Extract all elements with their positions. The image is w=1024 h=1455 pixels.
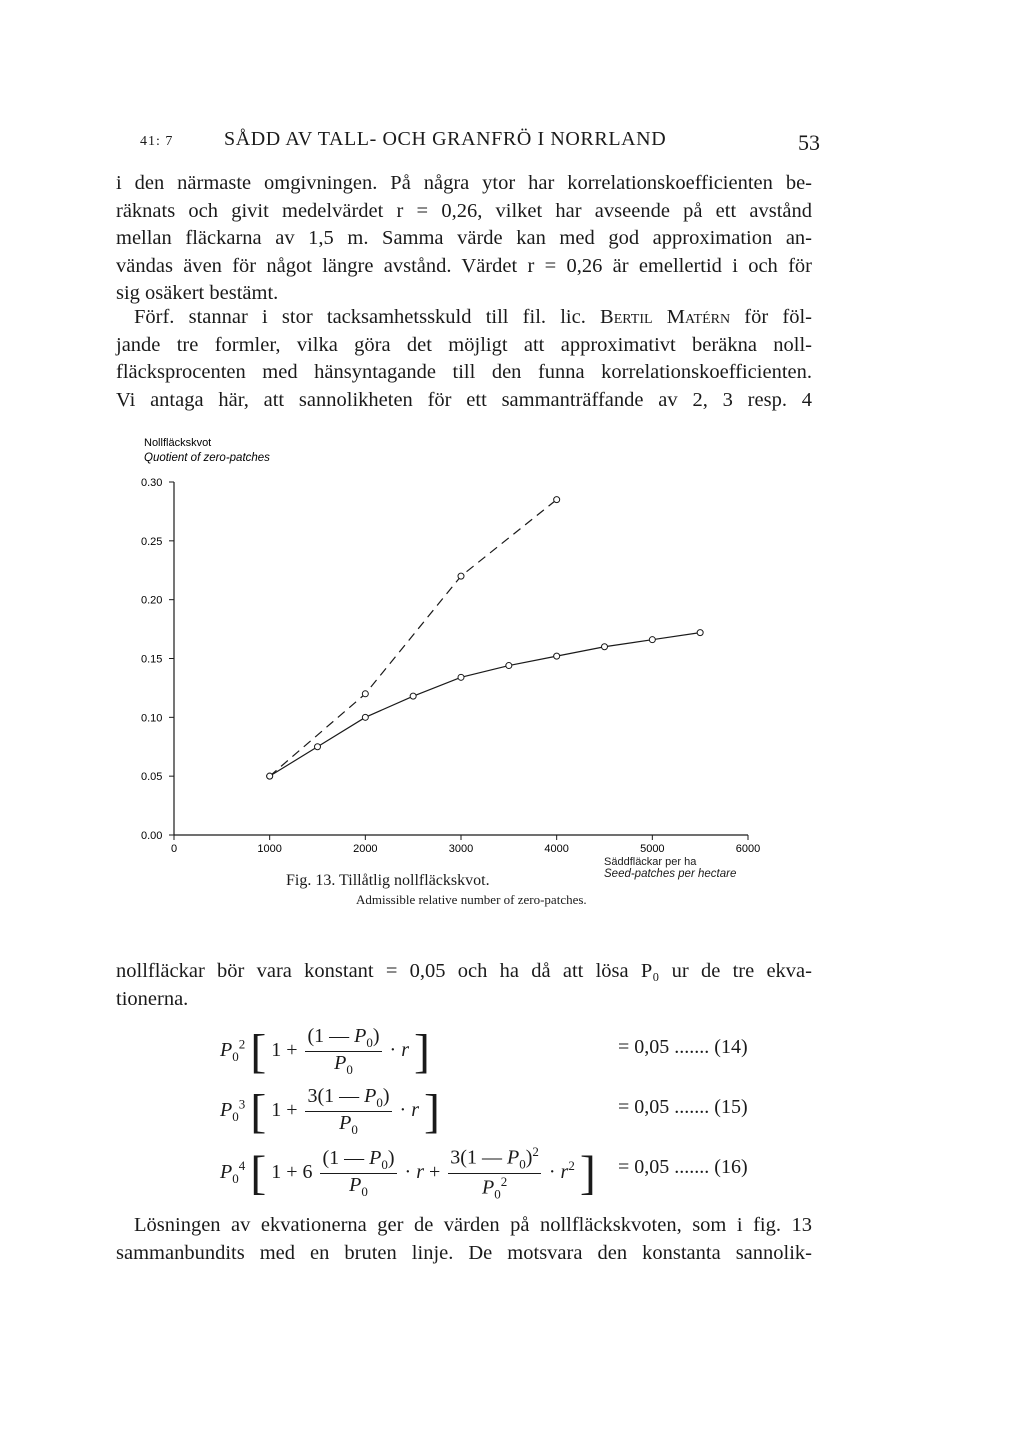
- solid-series-point: [554, 653, 560, 659]
- y-tick-label: 0.05: [141, 771, 163, 784]
- y-tick-label: 0.10: [141, 712, 163, 725]
- dashed-series-point: [458, 573, 464, 579]
- paragraph-line: Förf. stannar i stor tacksamhetsskuld till fil. lic. Bertil Matérn för föl-: [134, 306, 812, 328]
- paragraph-line: fläcksprocenten med hänsyntagande till den funna korrelationskoefficienten.: [116, 361, 812, 383]
- solid-series-point: [602, 644, 608, 650]
- solid-series-point: [697, 630, 703, 636]
- x-tick-label: 5000: [640, 843, 665, 855]
- author-name: Bertil Matérn: [600, 306, 731, 328]
- running-header: [140, 128, 820, 158]
- y-tick-label: 0.00: [141, 830, 163, 842]
- x-tick-label: 4000: [544, 843, 569, 855]
- header-section-number: 41: 7: [140, 134, 174, 149]
- solid-series: [267, 630, 704, 780]
- paragraph-line: vändas även för något längre avstånd. Värdet r = 0,26 är emellertid i och för: [116, 254, 812, 277]
- y-tick-label: 0.20: [141, 594, 163, 607]
- solid-series-point: [362, 714, 368, 720]
- equation-16: $P_0^4$ [ 1 + 6 $\frac{(1 — P_0)}{P_0}$ · r + $\frac{3(1 — P_0)^2}{P_0^2}$ · $r^2$ ] = 0,05 ....... (16): [220, 1144, 748, 1202]
- header-title: SÅDD AV TALL- OCH GRANFRÖ I NORRLAND: [224, 128, 667, 150]
- paragraph-line: Vi antaga här, att sannolikheten för ett sammanträffande av 2, 3 resp. 4: [116, 388, 812, 411]
- equation-rhs: = 0,05 ....... (15): [618, 1096, 748, 1118]
- y-tick-label: 0.30: [141, 477, 163, 489]
- solid-series-point: [458, 674, 464, 680]
- x-tick-label: 6000: [735, 843, 761, 855]
- dashed-series: [267, 497, 560, 780]
- figure-caption-en: Admissible relative number of zero-patches.: [356, 892, 587, 907]
- equation-rhs: = 0,05 ....... (14): [618, 1036, 748, 1058]
- solid-series-point: [410, 693, 416, 699]
- dashed-series-line: [270, 500, 557, 777]
- y-tick-label: 0.15: [141, 653, 163, 666]
- y-axis-label-en: Quotient of zero-patches: [144, 452, 270, 464]
- x-tick-label: 0: [170, 843, 178, 855]
- equation-15: $P_0^3$ [ 1 + $\frac{3(1 — P_0)}{P_0}$ · r ] = 0,05 ....... (15): [220, 1085, 748, 1138]
- paragraph-line: jande tre formler, vilka göra det möjligt att approximativt beräkna noll-: [116, 333, 812, 356]
- dashed-series-point: [362, 691, 368, 697]
- x-axis: [171, 835, 760, 855]
- x-tick-label: 2000: [353, 843, 378, 855]
- paragraph-line: sig osäkert bestämt.: [116, 282, 279, 304]
- x-axis-label-en: Seed-patches per hectare: [604, 868, 737, 880]
- paragraph-line: nollfläckar bör vara konstant = 0,05 och ha då att lösa P₀ ur de tre ekva-: [116, 960, 812, 982]
- x-axis-labels: [604, 856, 736, 880]
- page-number: 53: [798, 130, 820, 155]
- solid-series-point: [506, 663, 512, 669]
- figure-caption-sv: Fig. 13. Tillåtlig nollfläckskvot.: [286, 872, 490, 889]
- x-axis-label-sv-text: Säddfläckar per ha: [604, 856, 697, 868]
- equation-14: $P_0^2$ [ 1 + $\frac{(1 — P_0)}{P_0}$ · r ] = 0,05 ....... (14): [220, 1025, 748, 1078]
- paragraph-line: tionerna.: [116, 987, 189, 1010]
- y-axis-label-sv: Nollfläckskvot: [144, 437, 212, 449]
- y-axis: [141, 477, 174, 842]
- paragraph-line: i den närmaste omgivningen. På några ytor har korrelationskoefficienten be-: [116, 172, 812, 194]
- figure-13-chart: [100, 430, 820, 870]
- paragraph-2: [116, 304, 812, 414]
- paragraph-1: [116, 170, 812, 308]
- dashed-series-point: [554, 497, 560, 503]
- solid-series-point: [315, 744, 321, 750]
- paragraph-3: [116, 958, 812, 1013]
- y-tick-label: 0.25: [141, 535, 163, 548]
- paragraph-line: sammanbundits med en bruten linje. De motsvara den konstanta sannolik-: [116, 1241, 812, 1264]
- solid-series-point: [649, 637, 655, 643]
- solid-series-line: [270, 633, 701, 777]
- solid-series-point: [267, 773, 273, 779]
- paragraph-line: räknats och givit medelvärdet r = 0,26, vilket har avseende på ett avstånd: [116, 199, 812, 222]
- paragraph-4: [116, 1212, 812, 1267]
- paragraph-line: Lösningen av ekvationerna ger de värden på nollfläckskvoten, som i fig. 13: [134, 1214, 812, 1236]
- x-tick-label: 1000: [257, 843, 282, 855]
- equation-rhs: = 0,05 ....... (16): [618, 1156, 748, 1178]
- x-tick-label: 3000: [448, 843, 474, 855]
- paragraph-line: mellan fläckarna av 1,5 m. Samma värde kan med god approximation an-: [116, 227, 812, 249]
